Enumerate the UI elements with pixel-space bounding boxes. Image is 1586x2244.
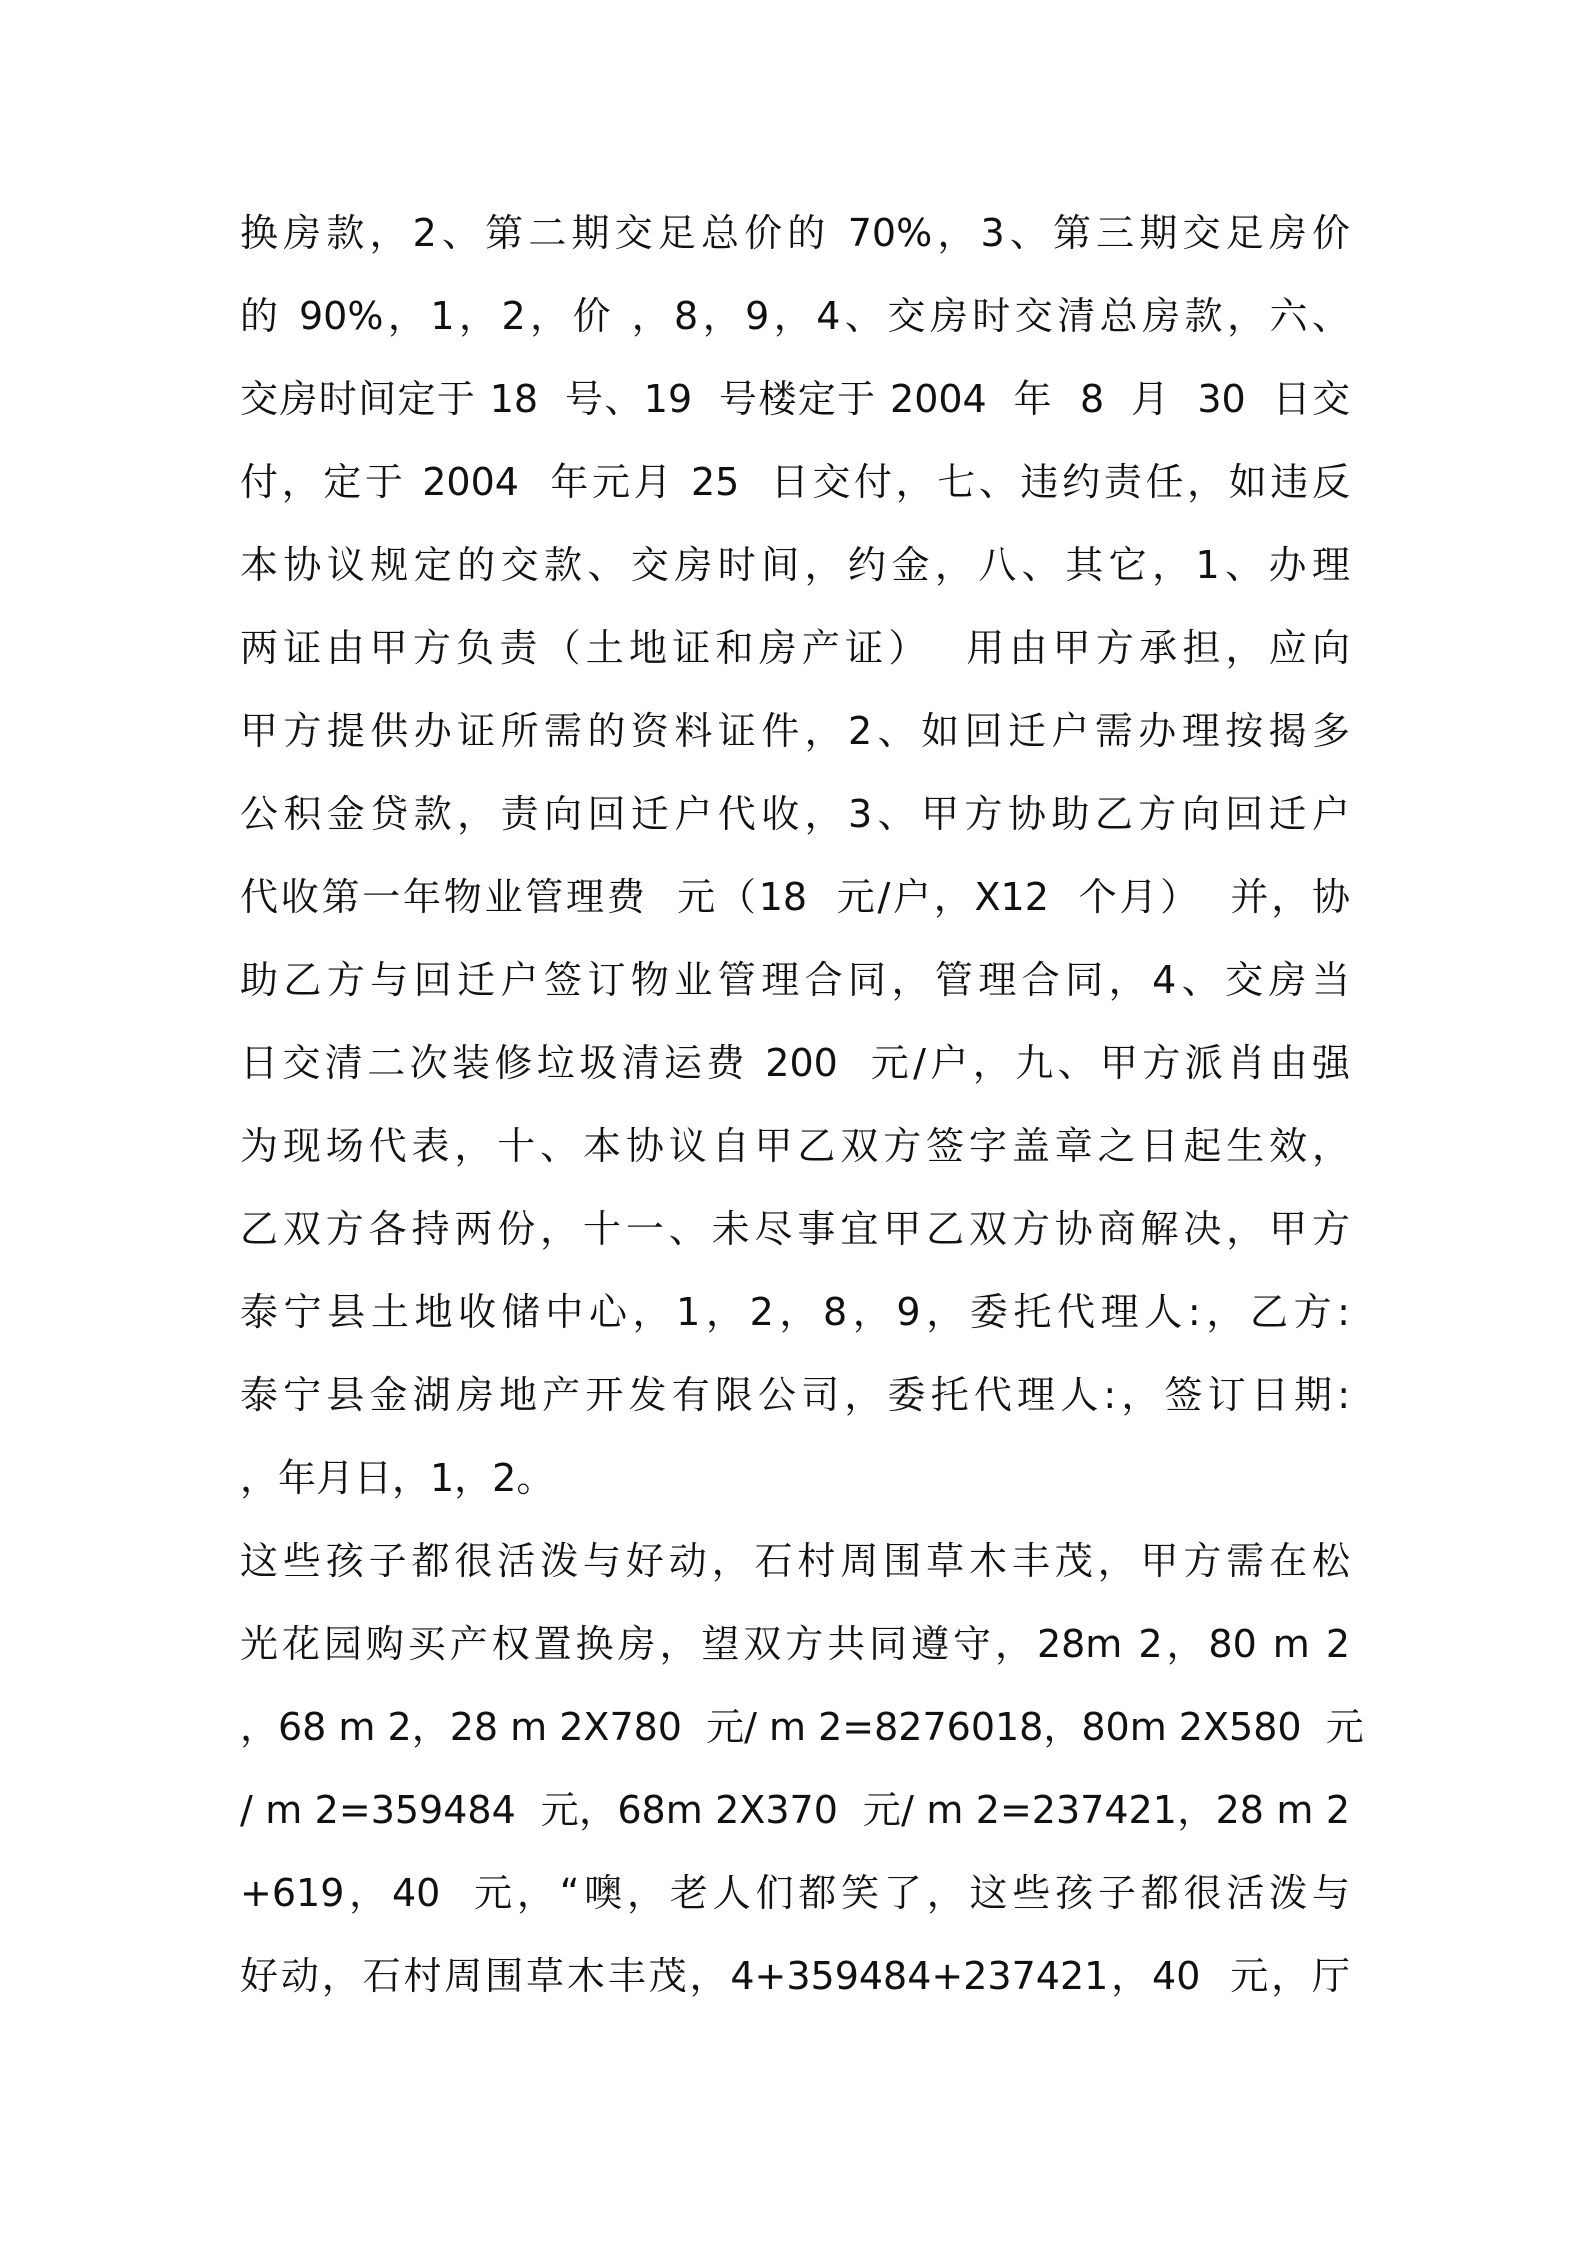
text-line: 交房时间定于 18 号、19 号楼定于 2004 年 8 月 30 日交 <box>240 377 1350 421</box>
paragraph-1 <box>240 192 1350 1520</box>
text-line: 两证由甲方负责（土地证和房产证） 用由甲方承担，应向 <box>240 626 1350 670</box>
text-line: ，年月日，1，2。 <box>240 1456 555 1500</box>
text-line: 代收第一年物业管理费 元（18 元/户，X12 个月） 并，协 <box>240 875 1350 919</box>
paragraph-2 <box>240 1520 1364 2018</box>
text-line: 付，定于 2004 年元月 25 日交付，七、违约责任，如违反 <box>240 460 1350 504</box>
text-line: 泰宁县土地收储中心，1，2，8，9，委托代理人:，乙方: <box>240 1290 1350 1334</box>
text-line: 日交清二次装修垃圾清运费 200 元/户，九、甲方派肖由强 <box>240 1041 1350 1085</box>
text-line: 光花园购买产权置换房，望双方共同遵守，28m 2，80 m 2 <box>240 1622 1350 1666</box>
document-body <box>240 192 1364 2018</box>
text-line: 乙双方各持两份，十一、未尽事宜甲乙双方协商解决，甲方 <box>240 1207 1350 1251</box>
text-line: 公积金贷款，责向回迁户代收，3、甲方协助乙方向回迁户 <box>240 792 1350 836</box>
text-line: 好动，石村周围草木丰茂，4+359484+237421，40 元，厅 <box>240 1954 1350 1998</box>
text-line: 换房款，2、第二期交足总价的 70%，3、第三期交足房价 <box>240 211 1350 255</box>
text-line: / m 2=359484 元，68m 2X370 元/ m 2=237421，28 m 2 <box>240 1788 1350 1832</box>
text-line: 本协议规定的交款、交房时间，约金，八、其它，1、办理 <box>240 543 1350 587</box>
text-line: 泰宁县金湖房地产开发有限公司，委托代理人:，签订日期: <box>240 1373 1350 1417</box>
text-line: 为现场代表，十、本协议自甲乙双方签字盖章之日起生效， <box>240 1124 1350 1168</box>
text-line: 甲方提供办证所需的资料证件，2、如回迁户需办理按揭多 <box>240 709 1350 753</box>
text-line: ，68 m 2，28 m 2X780 元/ m 2=8276018，80m 2X580 元 <box>240 1705 1364 1749</box>
text-line: 的 90%，1，2，价 ，8，9，4、交房时交清总房款，六、 <box>240 294 1350 338</box>
text-line: 助乙方与回迁户签订物业管理合同，管理合同，4、交房当 <box>240 958 1350 1002</box>
text-line: 这些孩子都很活泼与好动，石村周围草木丰茂，甲方需在松 <box>240 1539 1350 1583</box>
text-line: +619，40 元，“噢，老人们都笑了，这些孩子都很活泼与 <box>240 1871 1350 1915</box>
